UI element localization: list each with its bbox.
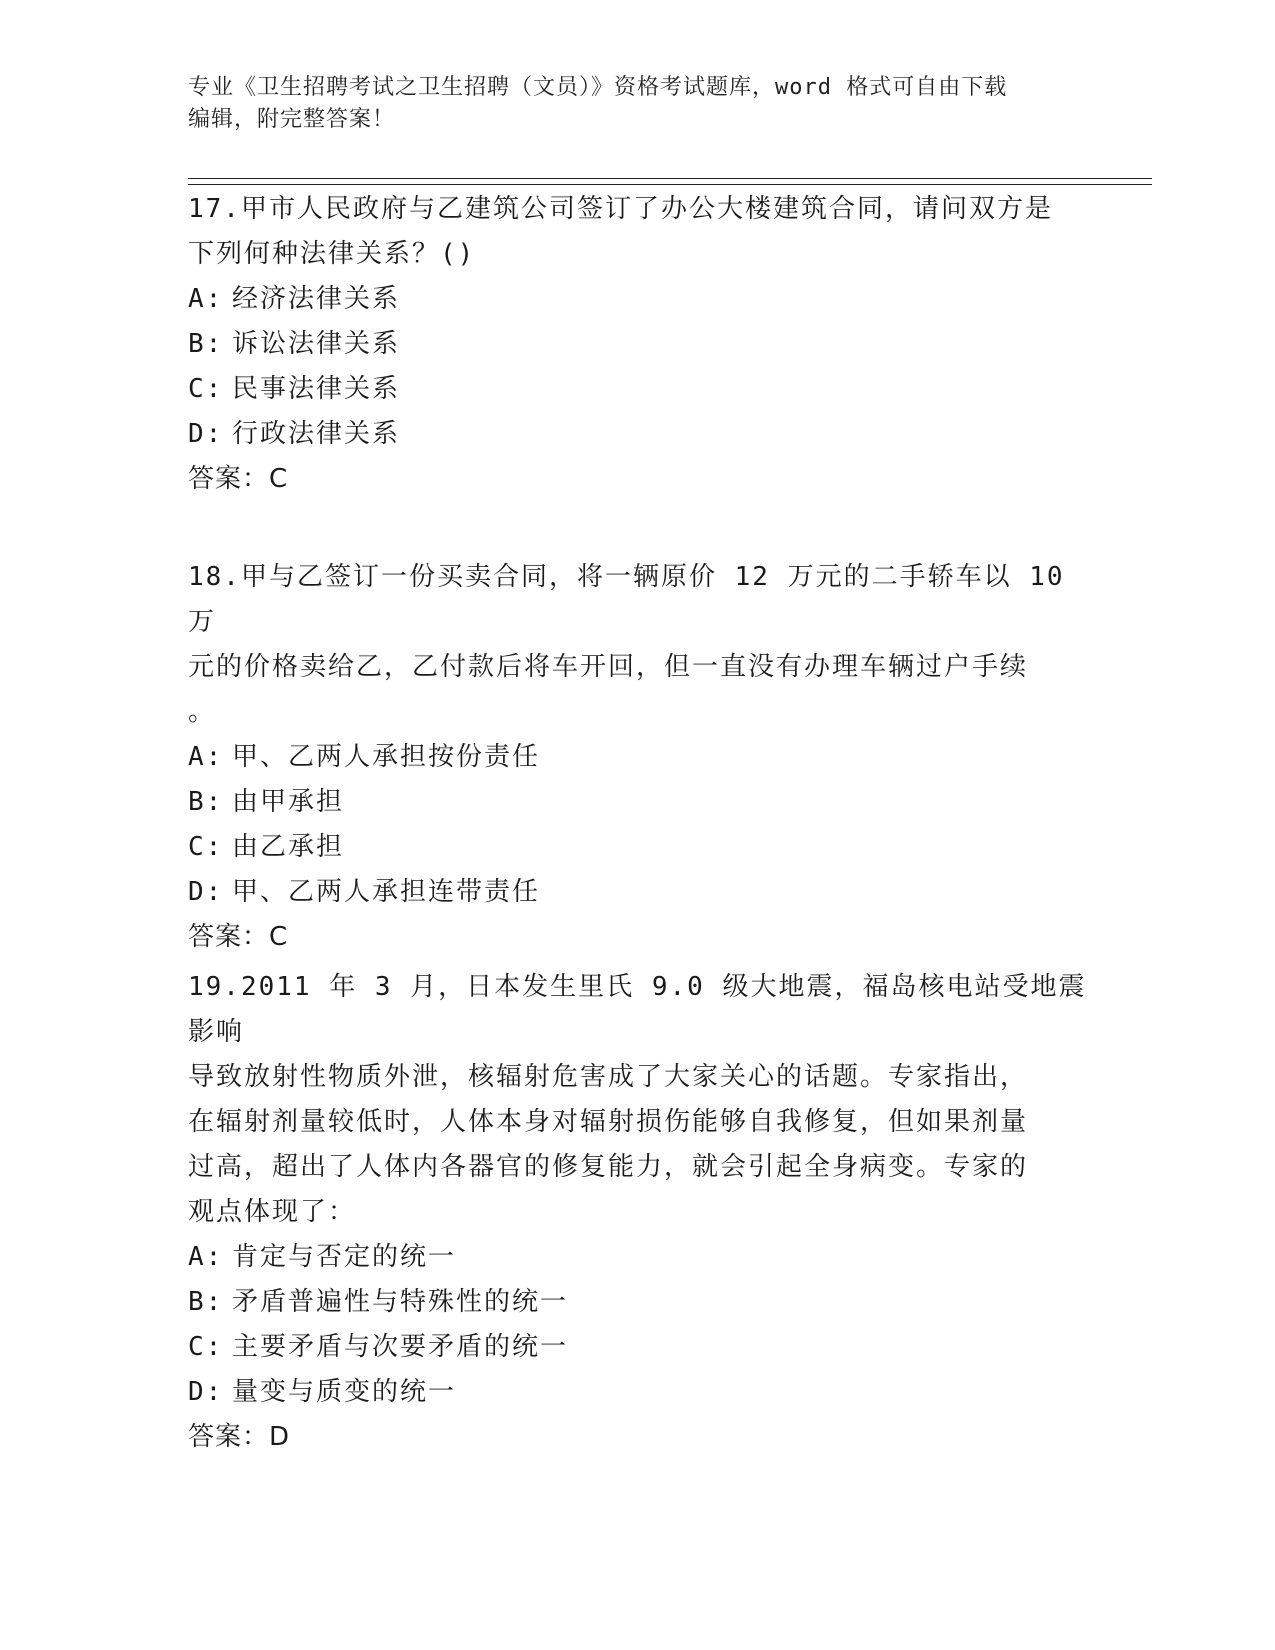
option-key: C: <box>188 832 224 862</box>
question-stem-line: 19.2011 年 3 月，日本发生里氏 9.0 级大地震，福岛核电站受地震影响 <box>188 972 1087 1047</box>
option-c <box>188 1325 1088 1370</box>
question-19 <box>188 965 1088 1460</box>
question-stem-line: 18.甲与乙签订一份买卖合同，将一辆原价 12 万元的二手轿车以 10 万 <box>188 562 1065 637</box>
option-key: D: <box>188 1377 224 1407</box>
question-stem-line: 下列何种法律关系？() <box>188 239 476 269</box>
option-text: 量变与质变的统一 <box>232 1377 457 1407</box>
question-stem-line: 在辐射剂量较低时，人体本身对辐射损伤能够自我修复，但如果剂量 <box>188 1107 1029 1137</box>
option-text: 矛盾普遍性与特殊性的统一 <box>232 1287 569 1317</box>
question-stem-line: 导致放射性物质外泄，核辐射危害成了大家关心的话题。专家指出， <box>188 1062 1029 1092</box>
option-text: 行政法律关系 <box>232 419 401 449</box>
option-key: C: <box>188 374 224 404</box>
option-text: 诉讼法律关系 <box>232 329 401 359</box>
option-text: 民事法律关系 <box>232 374 401 404</box>
option-d <box>188 412 1088 457</box>
question-stem-line: 元的价格卖给乙，乙付款后将车开回，但一直没有办理车辆过户手续 <box>188 652 1029 682</box>
option-d <box>188 1370 1088 1415</box>
option-key: A: <box>188 1242 224 1272</box>
option-text: 甲、乙两人承担按份责任 <box>232 742 541 772</box>
option-text: 由乙承担 <box>232 832 345 862</box>
question-stem-line: 过高，超出了人体内各器官的修复能力，就会引起全身病变。专家的 <box>188 1152 1029 1182</box>
option-key: C: <box>188 1332 224 1362</box>
question-stem-line: 。 <box>188 697 217 727</box>
option-b <box>188 780 1088 825</box>
question-stem-line: 观点体现了： <box>188 1197 357 1227</box>
option-text: 主要矛盾与次要矛盾的统一 <box>232 1332 569 1362</box>
answer-line: 答案：C <box>188 464 289 494</box>
option-key: B: <box>188 329 224 359</box>
option-a <box>188 735 1088 780</box>
header-line-2: 编辑，附完整答案！ <box>188 107 396 132</box>
option-text: 肯定与否定的统一 <box>232 1242 457 1272</box>
question-18 <box>188 555 1088 960</box>
option-b <box>188 1280 1088 1325</box>
question-17 <box>188 187 1088 502</box>
option-key: B: <box>188 1287 224 1317</box>
option-c <box>188 825 1088 870</box>
option-c <box>188 367 1088 412</box>
question-stem-line: 17.甲市人民政府与乙建筑公司签订了办公大楼建筑合同，请问双方是 <box>188 194 1053 224</box>
option-key: D: <box>188 419 224 449</box>
option-key: A: <box>188 742 224 772</box>
option-b <box>188 322 1088 367</box>
option-key: A: <box>188 284 224 314</box>
option-key: B: <box>188 787 224 817</box>
header-divider-top <box>188 178 1152 179</box>
header-line-1: 专业《卫生招聘考试之卫生招聘（文员）》资格考试题库，word 格式可自由下载 <box>188 75 1008 100</box>
option-text: 甲、乙两人承担连带责任 <box>232 877 541 907</box>
option-a <box>188 1235 1088 1280</box>
header-divider-bottom <box>188 184 1152 185</box>
option-key: D: <box>188 877 224 907</box>
option-text: 由甲承担 <box>232 787 345 817</box>
answer-line: 答案：D <box>188 1422 291 1452</box>
option-a <box>188 277 1088 322</box>
document-header <box>188 72 1068 136</box>
option-d <box>188 870 1088 915</box>
option-text: 经济法律关系 <box>232 284 401 314</box>
answer-line: 答案：C <box>188 922 289 952</box>
